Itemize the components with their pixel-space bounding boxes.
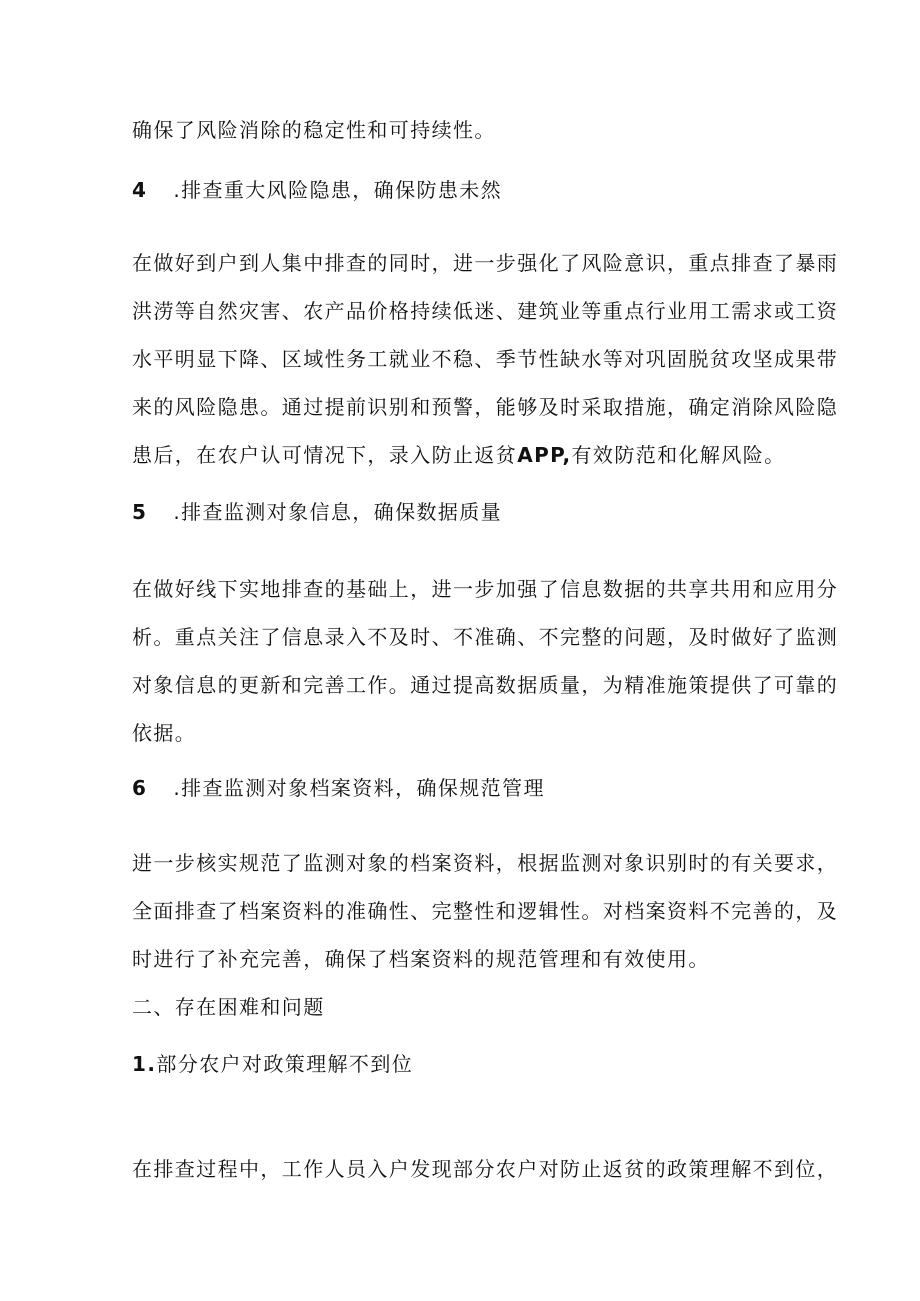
paragraph-line: 在排查过程中，工作人员入户发现部分农户对防止返贫的政策理解不到位， bbox=[132, 1157, 839, 1181]
paragraph-line: 洪涝等自然灾害、农产品价格持续低迷、建筑业等重点行业用工需求或工资 bbox=[132, 299, 839, 323]
paragraph-line: 全面排查了档案资料的准确性、完整性和逻辑性。对档案资料不完善的，及 bbox=[132, 899, 839, 923]
heading-text: .排查重大风险隐患，确保防患未然 bbox=[173, 178, 503, 202]
heading-6 bbox=[132, 774, 792, 802]
text-run: 患后，在农户认可情况下，录入防止返贫 bbox=[132, 443, 518, 467]
heading-text: .排查监测对象档案资料，确保规范管理 bbox=[173, 776, 545, 800]
heading-number: 6 bbox=[132, 776, 148, 800]
heading-5 bbox=[132, 498, 792, 526]
heading-number: 1. bbox=[132, 1052, 157, 1076]
heading-text: 部分农户对政策理解不到位 bbox=[156, 1052, 414, 1076]
paragraph-line: 析。重点关注了信息录入不及时、不准确、不完整的问题，及时做好了监测 bbox=[132, 625, 839, 649]
paragraph-line bbox=[132, 441, 792, 469]
paragraph-line: 在做好线下实地排查的基础上，进一步加强了信息数据的共享共用和应用分 bbox=[132, 577, 839, 601]
heading-4 bbox=[132, 176, 792, 204]
paragraph-line: 对象信息的更新和完善工作。通过提高数据质量，为精准施策提供了可靠的 bbox=[132, 673, 839, 697]
heading-number: 5 bbox=[132, 500, 148, 524]
heading-number: 4 bbox=[132, 178, 148, 202]
heading-text: .排查监测对象信息，确保数据质量 bbox=[173, 500, 503, 524]
paragraph-line: 时进行了补充完善，确保了档案资料的规范管理和有效使用。 bbox=[132, 947, 710, 971]
paragraph-line: 水平明显下降、区域性务工就业不稳、季节性缺水等对巩固脱贫攻坚成果带 bbox=[132, 347, 839, 371]
heading-2-1 bbox=[132, 1050, 792, 1078]
paragraph-line: 来的风险隐患。通过提前识别和预警，能够及时采取措施，确定消除风险隐 bbox=[132, 395, 839, 419]
text-run: 有效防范和化解风险。 bbox=[571, 443, 786, 467]
app-text: APP, bbox=[517, 443, 572, 467]
paragraph-line: 确保了风险消除的稳定性和可持续性。 bbox=[132, 118, 496, 142]
section-heading: 二、存在困难和问题 bbox=[132, 995, 325, 1019]
paragraph-line: 依据。 bbox=[132, 721, 197, 745]
paragraph-line: 进一步核实规范了监测对象的档案资料，根据监测对象识别时的有关要求， bbox=[132, 851, 839, 875]
paragraph-line: 在做好到户到人集中排查的同时，进一步强化了风险意识，重点排查了暴雨 bbox=[132, 251, 839, 275]
